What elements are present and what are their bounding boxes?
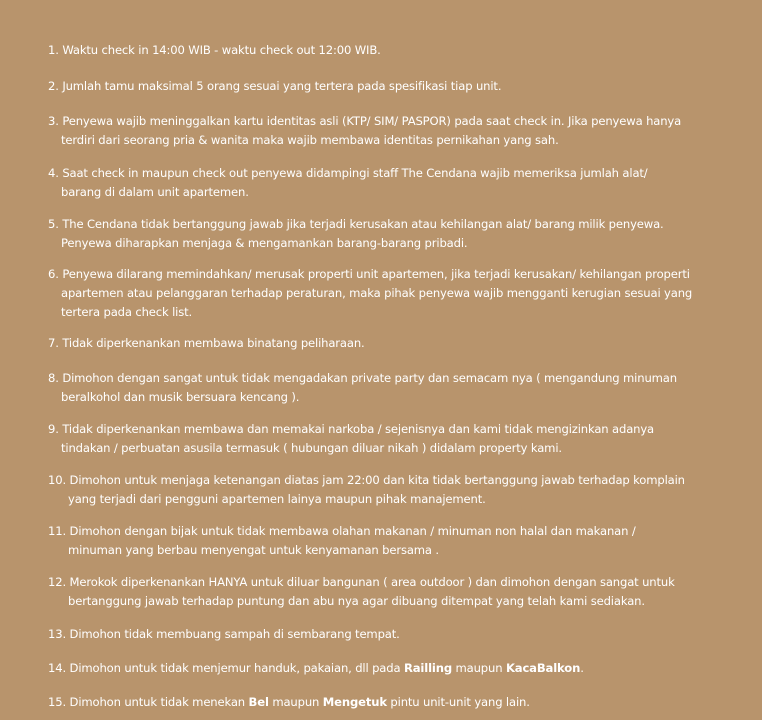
rule-text: Jumlah tamu maksimal 5 orang sesuai yang tertera pada spesifikasi tiap unit.	[62, 79, 502, 93]
rule-item	[48, 522, 748, 560]
rule-text: Waktu check in 14:00 WIB - waktu check out 12:00 WIB.	[62, 43, 381, 57]
rule-text: Saat check in maupun check out penyewa didampingi staff The Cendana wajib memeriksa jumlah alat/	[62, 166, 648, 180]
rule-text-continued: Penyewa diharapkan menjaga & mengamankan barang-barang pribadi.	[61, 236, 468, 250]
rule-text-continued: apartemen atau pelanggaran terhadap peraturan, maka pihak penyewa wajib mengganti kerugian sesuai yang	[61, 286, 693, 300]
rule-item	[48, 659, 748, 678]
rule-item	[48, 573, 748, 611]
rule-number: 14.	[48, 661, 66, 675]
rule-number: 8.	[48, 371, 59, 385]
rule-emphasis-kacabalkon: KacaBalkon	[505, 661, 581, 675]
rule-number: 2.	[48, 79, 59, 93]
rule-number: 3.	[48, 114, 59, 128]
rule-text-continued: beralkohol dan musik bersuara kencang ).	[61, 390, 300, 404]
rule-text: The Cendana tidak bertanggung jawab jika terjadi kerusakan atau kehilangan alat/ barang milik penyewa.	[62, 217, 664, 231]
rule-text-part: Dimohon untuk tidak menekan	[69, 695, 249, 709]
rule-text: Tidak diperkenankan membawa binatang peliharaan.	[62, 336, 365, 350]
rule-number: 15.	[48, 695, 66, 709]
rule-item	[48, 164, 748, 202]
rule-text-part: Dimohon untuk tidak menjemur handuk, pakaian, dll pada	[69, 661, 404, 675]
rule-item	[48, 265, 748, 322]
rule-number: 5.	[48, 217, 59, 231]
rule-text-part: .	[580, 661, 584, 675]
rule-text	[70, 661, 584, 675]
rule-number: 10.	[48, 473, 66, 487]
rule-text: Dimohon untuk menjaga ketenangan diatas jam 22:00 dan kita tidak bertanggung jawab terhadap komplain	[69, 473, 685, 487]
rule-text: Dimohon dengan sangat untuk tidak mengadakan private party dan semacam nya ( mengandung minuman	[62, 371, 677, 385]
rule-item	[48, 693, 748, 712]
rule-item	[48, 41, 748, 60]
rule-text: Tidak diperkenankan membawa dan memakai narkoba / sejenisnya dan kami tidak mengizinkan adanya	[62, 422, 655, 436]
rule-item	[48, 334, 748, 353]
rule-item	[48, 625, 748, 644]
rule-text-continued: tindakan / perbuatan asusila termasuk ( hubungan diluar nikah ) didalam property kami.	[61, 441, 562, 455]
rule-item	[48, 420, 748, 458]
rule-text-continued: minuman yang berbau menyengat untuk kenyamanan bersama .	[68, 543, 439, 557]
rule-text: Penyewa wajib meninggalkan kartu identitas asli (KTP/ SIM/ PASPOR) pada saat check in. Jika penyewa hanya	[62, 114, 682, 128]
rule-number: 1.	[48, 43, 59, 57]
rule-number: 13.	[48, 627, 66, 641]
rule-number: 9.	[48, 422, 59, 436]
rule-text-continued: barang di dalam unit apartemen.	[61, 185, 249, 199]
rule-text-part: pintu unit-unit yang lain.	[386, 695, 530, 709]
rule-text: Penyewa dilarang memindahkan/ merusak properti unit apartemen, jika terjadi kerusakan/ kehilangan properti	[62, 267, 690, 281]
rule-text-continued: yang terjadi dari pengguni apartemen lainya maupun pihak manajement.	[68, 492, 486, 506]
rule-emphasis-railling: Railling	[403, 661, 452, 675]
rule-item	[48, 471, 748, 509]
rule-item	[48, 112, 748, 150]
rule-text-part: maupun	[451, 661, 506, 675]
rule-number: 12.	[48, 575, 66, 589]
rule-text: Dimohon dengan bijak untuk tidak membawa olahan makanan / minuman non halal dan makanan /	[69, 524, 636, 538]
rule-number: 6.	[48, 267, 59, 281]
rule-text-continued: tertera pada check list.	[61, 305, 193, 319]
rule-text	[70, 695, 530, 709]
rule-text: Dimohon tidak membuang sampah di sembarang tempat.	[69, 627, 400, 641]
rule-number: 4.	[48, 166, 59, 180]
rule-item	[48, 77, 748, 96]
rule-item	[48, 369, 748, 407]
rule-text-part: maupun	[268, 695, 323, 709]
rule-text: Merokok diperkenankan HANYA untuk diluar bangunan ( area outdoor ) dan dimohon dengan sangat untuk	[69, 575, 675, 589]
rule-number: 7.	[48, 336, 59, 350]
rule-text-continued: terdiri dari seorang pria & wanita maka wajib membawa identitas pernikahan yang sah.	[61, 133, 559, 147]
rule-emphasis-bel: Bel	[248, 695, 269, 709]
rule-number: 11.	[48, 524, 66, 538]
rule-text-continued: bertanggung jawab terhadap puntung dan abu nya agar dibuang ditempat yang telah kami sediakan.	[68, 594, 645, 608]
rule-emphasis-mengetuk: Mengetuk	[322, 695, 387, 709]
rule-item	[48, 215, 748, 253]
